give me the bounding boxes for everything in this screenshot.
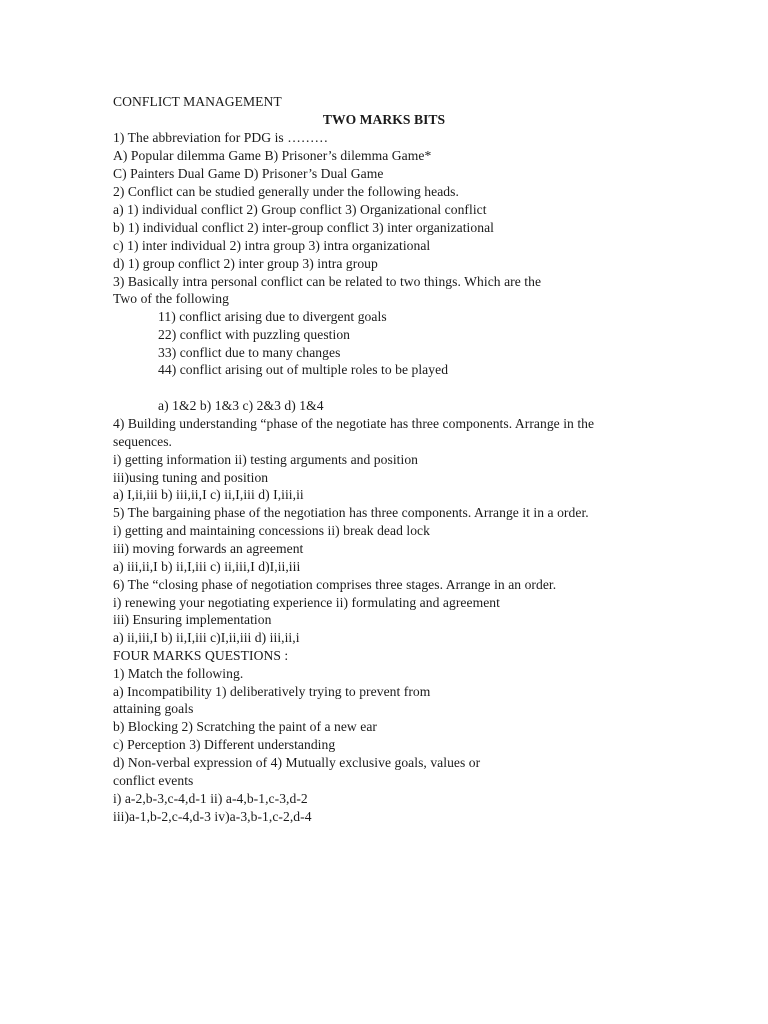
text-line: c) 1) inter individual 2) intra group 3) intra organizational <box>113 238 431 253</box>
text-line: A) Popular dilemma Game B) Prisoner’s dilemma Game* <box>113 148 432 163</box>
text-line: 3) Basically intra personal conflict can be related to two things. Which are the <box>113 274 542 289</box>
text-line: iii) moving forwards an agreement <box>113 541 304 556</box>
text-line: i) getting information ii) testing arguments and position <box>113 452 419 467</box>
text-line: C) Painters Dual Game D) Prisoner’s Dual Game <box>113 166 384 181</box>
text-line: c) Perception 3) Different understanding <box>113 737 336 752</box>
text-line: b) Blocking 2) Scratching the paint of a new ear <box>113 719 377 734</box>
text-line: a) 1) individual conflict 2) Group conflict 3) Organizational conflict <box>113 202 487 217</box>
text-line: i) renewing your negotiating experience ii) formulating and agreement <box>113 595 500 610</box>
indented-line: a) 1&2 b) 1&3 c) 2&3 d) 1&4 <box>158 398 324 413</box>
text-line: conflict events <box>113 773 194 788</box>
text-line: i) getting and maintaining concessions ii) break dead lock <box>113 523 430 538</box>
text-line: d) 1) group conflict 2) inter group 3) intra group <box>113 256 378 271</box>
indented-line: 33) conflict due to many changes <box>158 345 341 360</box>
text-line: a) iii,ii,I b) ii,I,iii c) ii,iii,I d)I,ii,iii <box>113 559 301 574</box>
text-line: sequences. <box>113 434 173 449</box>
text-line: a) ii,iii,I b) ii,I,iii c)I,ii,iii d) iii,ii,i <box>113 630 300 645</box>
indented-line: 22) conflict with puzzling question <box>158 327 351 342</box>
document-heading: CONFLICT MANAGEMENT <box>113 94 282 109</box>
section-title-four-marks: FOUR MARKS QUESTIONS : <box>113 648 289 663</box>
text-line: iii)a-1,b-2,c-4,d-3 iv)a-3,b-1,c-2,d-4 <box>113 809 312 824</box>
text-line: iii) Ensuring implementation <box>113 612 272 627</box>
indented-line: 44) conflict arising out of multiple roles to be played <box>158 362 449 377</box>
text-line: d) Non-verbal expression of 4) Mutually exclusive goals, values or <box>113 755 481 770</box>
text-line: iii)using tuning and position <box>113 470 269 485</box>
text-line: a) I,ii,iii b) iii,ii,I c) ii,I,iii d) I,iii,ii <box>113 487 304 502</box>
indented-line: 11) conflict arising due to divergent goals <box>158 309 387 324</box>
text-line: 5) The bargaining phase of the negotiation has three components. Arrange it in a order. <box>113 505 589 520</box>
text-line: 6) The “closing phase of negotiation comprises three stages. Arrange in an order. <box>113 577 557 592</box>
text-line: 2) Conflict can be studied generally under the following heads. <box>113 184 459 199</box>
text-line: b) 1) individual conflict 2) inter-group conflict 3) inter organizational <box>113 220 494 235</box>
text-line: 1) Match the following. <box>113 666 244 681</box>
text-line: a) Incompatibility 1) deliberatively trying to prevent from <box>113 684 431 699</box>
text-line: 1) The abbreviation for PDG is ……… <box>113 130 329 145</box>
text-line: Two of the following <box>113 291 229 306</box>
text-line: 4) Building understanding “phase of the negotiate has three components. Arrange in the <box>113 416 595 431</box>
section-title-two-marks: TWO MARKS BITS <box>322 112 446 127</box>
text-line: i) a-2,b-3,c-4,d-1 ii) a-4,b-1,c-3,d-2 <box>113 791 308 806</box>
text-line: attaining goals <box>113 701 194 716</box>
